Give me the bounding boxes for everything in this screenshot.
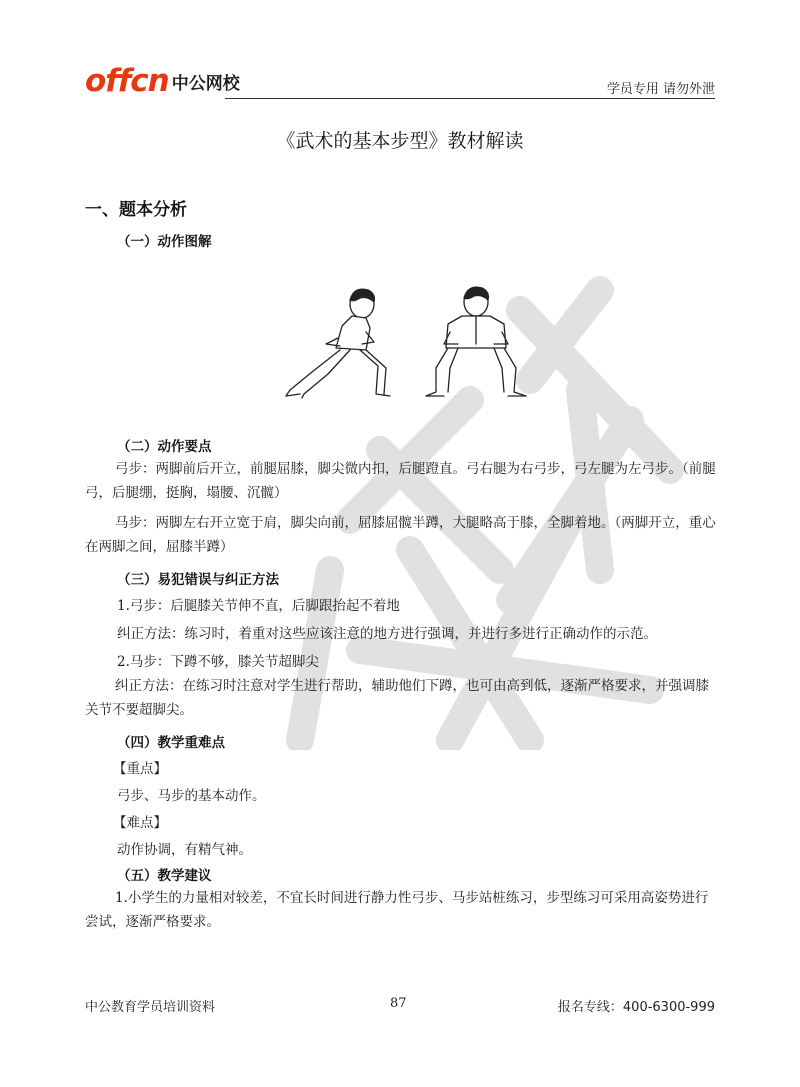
bow-stance-figure xyxy=(286,289,390,398)
subsection-heading-2: （二）动作要点 xyxy=(117,439,212,455)
subsection-heading-3: （三）易犯错误与纠正方法 xyxy=(117,572,279,588)
header-divider xyxy=(225,98,715,99)
subsection-heading-5: （五）教学建议 xyxy=(117,868,212,884)
horse-stance-points: 马步：两脚左右开立宽于肩，脚尖向前，屈膝屈髋半蹲，大腿略高于膝，全脚着地。（两脚开立，重心在两脚之间，屈膝半蹲） xyxy=(85,515,716,555)
difficulty-label: 【难点】 xyxy=(113,815,167,831)
error-item-1: 1.弓步：后腿膝关节伸不直，后脚跟抬起不着地 xyxy=(117,598,400,614)
bow-stance-points: 弓步：两脚前后开立，前腿屈膝，脚尖微内扣，后腿蹬直。弓右腿为右弓步，弓左腿为左弓步。（前腿弓，后腿绷，挺胸，塌腰、沉髋） xyxy=(85,461,716,501)
key-point-text: 弓步、马步的基本动作。 xyxy=(117,788,266,804)
correction-1: 纠正方法：练习时，着重对这些应该注意的地方进行强调，并进行多进行正确动作的示范。 xyxy=(117,626,657,642)
teaching-suggestion-1: 1.小学生的力量相对较差，不宜长时间进行静力性弓步、马步站桩练习，步型练习可采用高姿势进行尝试，逐渐严格要求。 xyxy=(85,890,709,930)
key-point-label: 【重点】 xyxy=(113,761,167,777)
footer-hotline: 报名专线：400-6300-999 xyxy=(557,1000,715,1015)
logo-cn-text: 中公网校 xyxy=(171,74,240,94)
subsection-heading-4: （四）教学重难点 xyxy=(117,735,225,751)
header-notice: 学员专用 请勿外泄 xyxy=(606,82,715,97)
error-item-2: 2.马步：下蹲不够，膝关节超脚尖 xyxy=(117,654,319,670)
logo-en-text: offcn xyxy=(85,63,169,99)
page-number: 87 xyxy=(390,996,407,1011)
correction-2: 纠正方法：在练习时注意对学生进行帮助，辅助他们下蹲，也可由高到低，逐渐严格要求，并强调膝关节不要超脚尖。 xyxy=(85,678,709,718)
page-title: 《武术的基本步型》教材解读 xyxy=(276,130,524,152)
footer-left: 中公教育学员培训资料 xyxy=(85,1000,216,1015)
section-heading: 一、题本分析 xyxy=(85,200,187,220)
page-header xyxy=(85,62,715,102)
stance-illustration xyxy=(282,282,527,407)
subsection-heading-1: （一）动作图解 xyxy=(117,234,212,250)
difficulty-text: 动作协调，有精气神。 xyxy=(117,842,252,858)
brand-logo xyxy=(85,62,240,98)
horse-stance-figure xyxy=(426,287,526,396)
